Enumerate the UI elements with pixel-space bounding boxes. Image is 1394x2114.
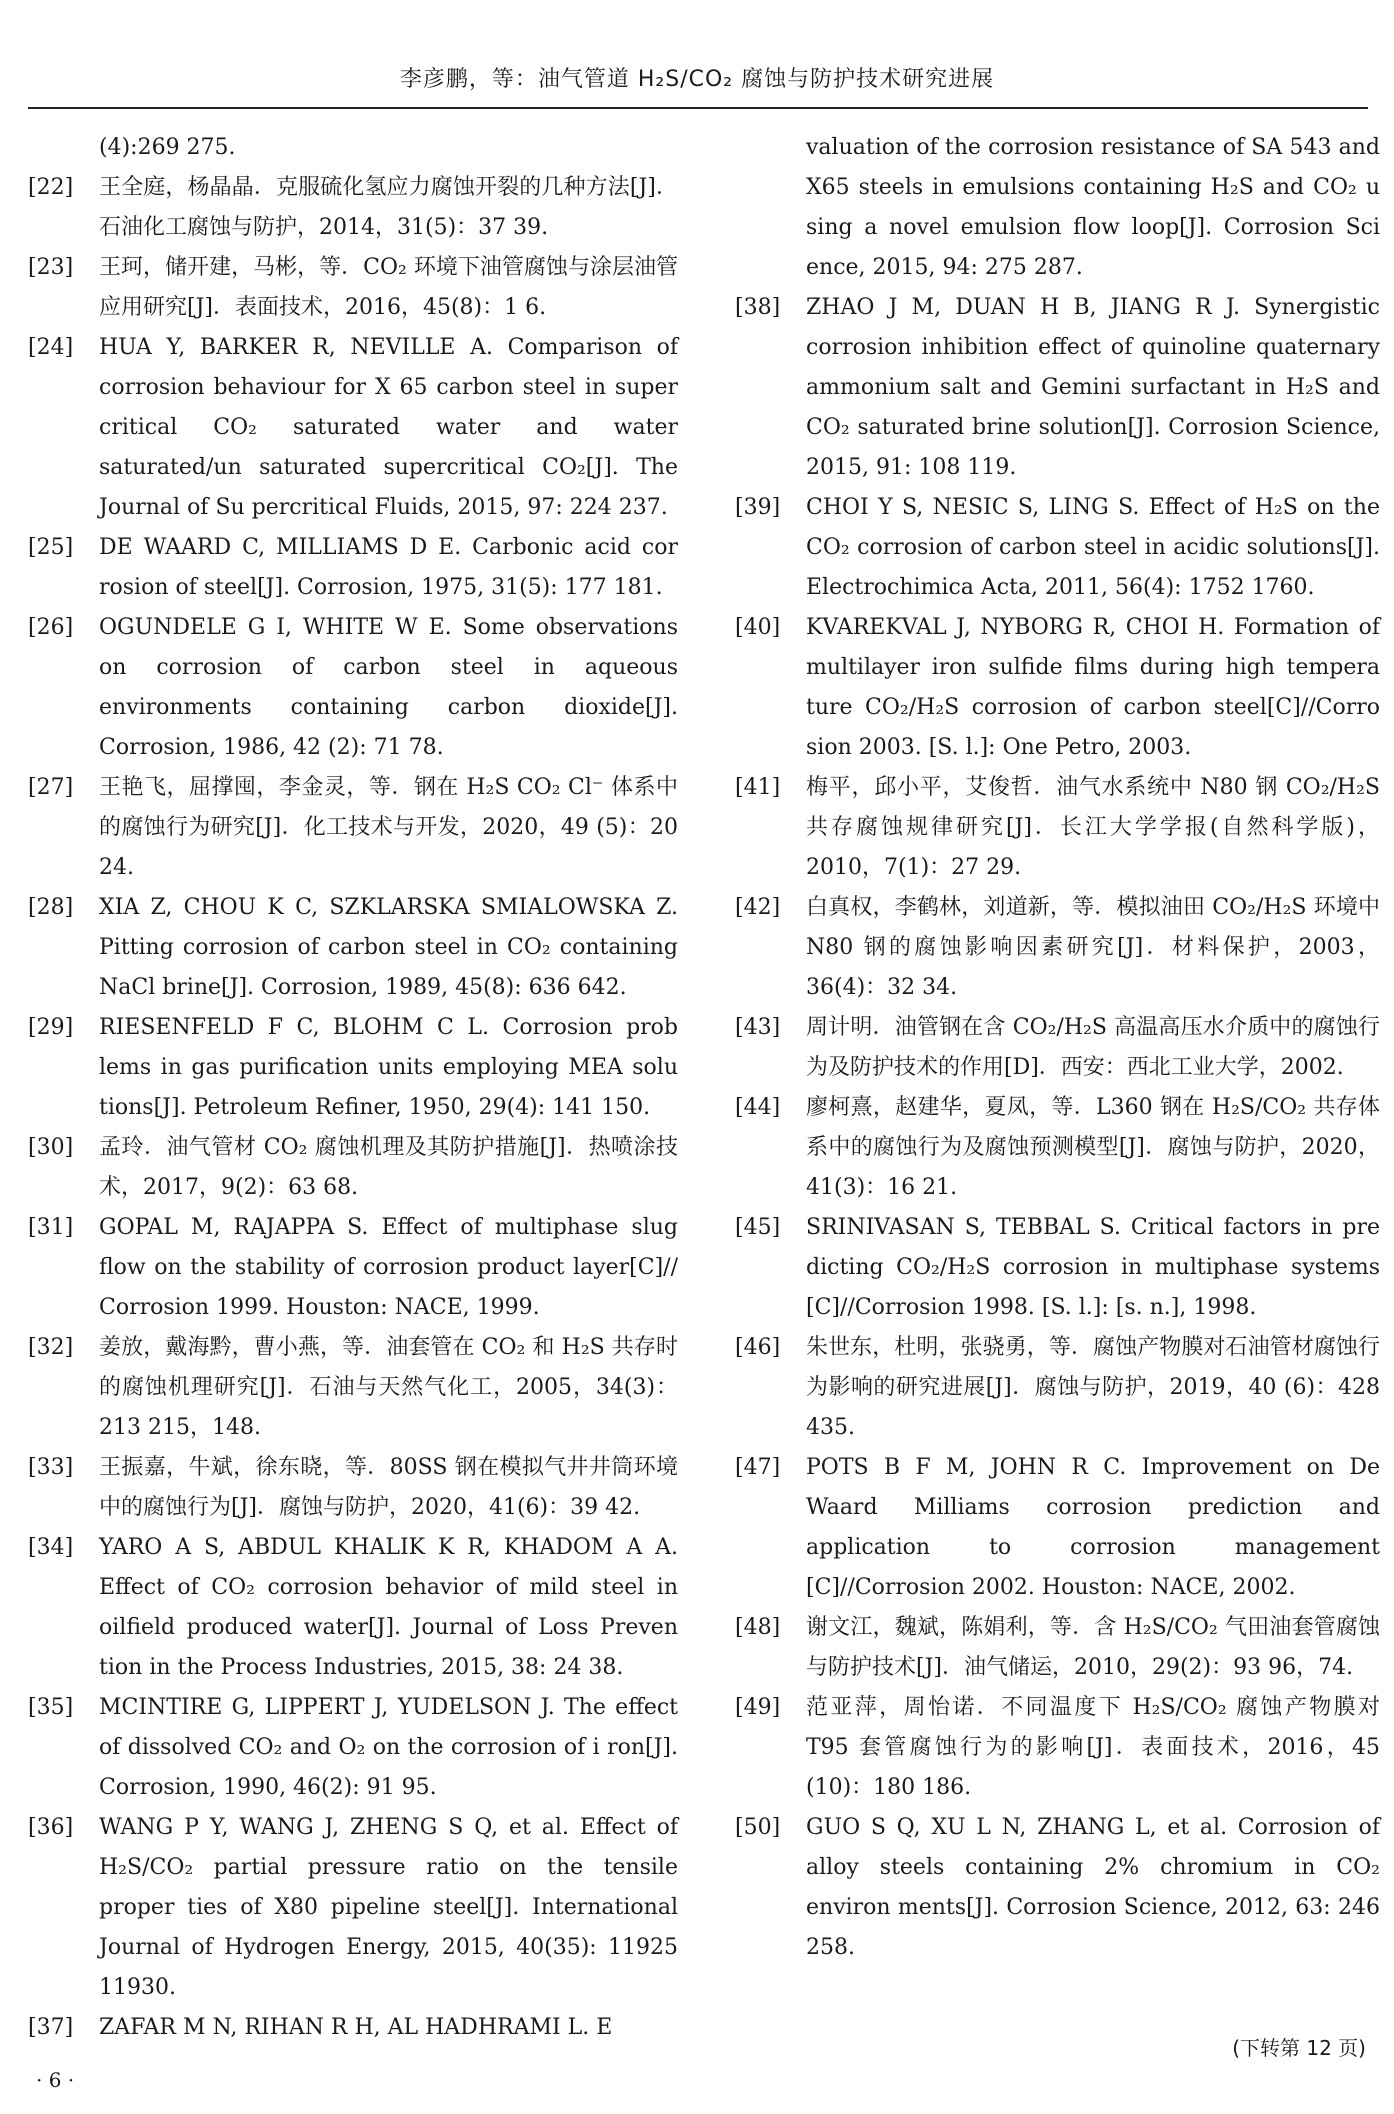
reference-number: [35]: [28, 1695, 74, 1720]
reference-text: 廖柯熹，赵建华，夏凤，等．L360 钢在 H₂S/CO₂ 共存体系中的腐蚀行为及腐蚀预测模型[J]．腐蚀与防护，2020，41(3)：16 21.: [806, 1095, 1380, 1200]
reference-entry: [735, 608, 1380, 768]
right-column: [735, 128, 1380, 1968]
reference-text: KVAREKVAL J, NYBORG R, CHOI H. Formation of multilayer iron sulfide films during high tempera ture CO₂/H₂S corrosion of carbon steel[C]//Corro sion 2003. [S. l.]: One Petro, 2003.: [806, 615, 1380, 760]
reference-entry: [735, 888, 1380, 1008]
reference-text: WANG P Y, WANG J, ZHENG S Q, et al. Effect of H₂S/CO₂ partial pressure ratio on the tensile proper ties of X80 pipeline steel[J]. International Journal of Hydrogen Energy, 2015, 40(35): 11925 11930.: [99, 1815, 678, 2000]
reference-entry: [28, 528, 678, 608]
reference-text: 王振嘉，牛斌，徐东晓，等．80SS 钢在模拟气井井筒环境中的腐蚀行为[J]．腐蚀与防护，2020，41(6)：39 42.: [99, 1455, 678, 1520]
reference-entry: [735, 1208, 1380, 1328]
reference-number: [24]: [28, 335, 74, 360]
reference-text: 孟玲．油气管材 CO₂ 腐蚀机理及其防护措施[J]．热喷涂技术，2017，9(2)：63 68.: [99, 1135, 678, 1200]
reference-entry: [28, 1208, 678, 1328]
reference-text: 王全庭，杨晶晶．克服硫化氢应力腐蚀开裂的几种方法[J]．石油化工腐蚀与防护，2014，31(5)：37 39.: [99, 175, 678, 240]
reference-text: 谢文江，魏斌，陈娟利，等．含 H₂S/CO₂ 气田油套管腐蚀与防护技术[J]．油气储运，2010，29(2)：93 96，74.: [806, 1615, 1380, 1680]
reference-number: [43]: [735, 1015, 781, 1040]
reference-entry: [28, 1328, 678, 1448]
reference-entry: [28, 1128, 678, 1208]
reference-entry: [735, 1008, 1380, 1088]
reference-text: ZAFAR M N, RIHAN R H, AL HADHRAMI L. E: [99, 2015, 613, 2040]
reference-text: 朱世东，杜明，张骁勇，等．腐蚀产物膜对石油管材腐蚀行为影响的研究进展[J]．腐蚀与防护，2019，40 (6)：428 435.: [806, 1335, 1380, 1440]
reference-entry: [28, 1808, 678, 2008]
reference-entry: [735, 1608, 1380, 1688]
reference-text: 白真权，李鹤林，刘道新，等．模拟油田 CO₂/H₂S 环境中 N80 钢的腐蚀影响因素研究[J]．材料保护，2003，36(4)：32 34.: [806, 895, 1380, 1000]
reference-entry: [735, 768, 1380, 888]
reference-text: YARO A S, ABDUL KHALIK K R, KHADOM A A. Effect of CO₂ corrosion behavior of mild steel in oilfield produced water[J]. Journal of Loss Preven tion in the Process Industries, 2015, 38: 24 38.: [99, 1535, 678, 1680]
reference-number: [46]: [735, 1335, 781, 1360]
reference-entry: [28, 1008, 678, 1128]
reference-number: [34]: [28, 1535, 74, 1560]
reference-number: [50]: [735, 1815, 781, 1840]
reference-text: 姜放，戴海黔，曹小燕，等．油套管在 CO₂ 和 H₂S 共存时的腐蚀机理研究[J]．石油与天然气化工，2005，34(3)：213 215，148.: [99, 1335, 678, 1440]
reference-entry: [735, 488, 1380, 608]
reference-text: POTS B F M, JOHN R C. Improvement on De Waard Milliams corrosion prediction and application to corrosion management [C]//Corrosion 2002. Houston: NACE, 2002.: [806, 1455, 1380, 1600]
reference-entry: [28, 1448, 678, 1528]
running-header: 李彦鹏，等：油气管道 H₂S/CO₂ 腐蚀与防护技术研究进展: [399, 67, 995, 92]
reference-number: [30]: [28, 1135, 74, 1160]
reference-text: GUO S Q, XU L N, ZHANG L, et al. Corrosion of alloy steels containing 2% chromium in CO₂ environ ments[J]. Corrosion Science, 2012, 63: 246 258.: [806, 1815, 1380, 1960]
reference-text: OGUNDELE G I, WHITE W E. Some observations on corrosion of carbon steel in aqueous environments containing carbon dioxide[J]. Corrosion, 1986, 42 (2): 71 78.: [99, 615, 678, 760]
reference-entry: [28, 608, 678, 768]
reference-entry: [28, 768, 678, 888]
reference-entry: [735, 288, 1380, 488]
reference-text: XIA Z, CHOU K C, SZKLARSKA SMIALOWSKA Z. Pitting corrosion of carbon steel in CO₂ containing NaCl brine[J]. Corrosion, 1989, 45(8): 636 642.: [99, 895, 678, 1000]
right-reference-list: [735, 288, 1380, 1968]
reference-number: [31]: [28, 1215, 74, 1240]
reference-text: HUA Y, BARKER R, NEVILLE A. Comparison of corrosion behaviour for X 65 carbon steel in super critical CO₂ saturated water and water saturated/un saturated supercritical CO₂[J]. The Journal of Su percritical Fluids, 2015, 97: 224 237.: [99, 335, 678, 520]
reference-text: ZHAO J M, DUAN H B, JIANG R J. Synergistic corrosion inhibition effect of quinoline quaternary ammonium salt and Gemini surfactant in H₂S and CO₂ saturated brine solution[J]. Corrosion Science, 2015, 91: 108 119.: [806, 295, 1380, 480]
reference-text: GOPAL M, RAJAPPA S. Effect of multiphase slug flow on the stability of corrosion product layer[C]// Corrosion 1999. Houston: NACE, 1999.: [99, 1215, 678, 1320]
reference-number: [26]: [28, 615, 74, 640]
header-rule: [28, 107, 1368, 109]
reference-text: 周计明．油管钢在含 CO₂/H₂S 高温高压水介质中的腐蚀行为及防护技术的作用[D]．西安：西北工业大学，2002.: [806, 1015, 1380, 1080]
reference-number: [48]: [735, 1615, 781, 1640]
reference-number: [38]: [735, 295, 781, 320]
reference-continuation: (4):269 275.: [99, 135, 236, 160]
reference-text: CHOI Y S, NESIC S, LING S. Effect of H₂S on the CO₂ corrosion of carbon steel in acidic solutions[J]. Electrochimica Acta, 2011, 56(4): 1752 1760.: [806, 495, 1380, 600]
reference-entry: [735, 1328, 1380, 1448]
reference-number: [45]: [735, 1215, 781, 1240]
reference-text: DE WAARD C, MILLIAMS D E. Carbonic acid cor rosion of steel[J]. Corrosion, 1975, 31(5): 177 181.: [99, 535, 678, 600]
reference-number: [28]: [28, 895, 74, 920]
reference-entry: [735, 1448, 1380, 1608]
reference-number: [29]: [28, 1015, 74, 1040]
reference-entry: [28, 888, 678, 1008]
reference-number: [44]: [735, 1095, 781, 1120]
left-reference-list: [28, 168, 678, 2048]
reference-number: [41]: [735, 775, 781, 800]
reference-continuation: valuation of the corrosion resistance of SA 543 and X65 steels in emulsions containing H₂S and CO₂ u sing a novel emulsion flow loop[J]. Corrosion Sci ence, 2015, 94: 275 287.: [806, 135, 1380, 280]
reference-entry: [735, 1808, 1380, 1968]
reference-number: [47]: [735, 1455, 781, 1480]
reference-entry: [28, 168, 678, 248]
reference-entry: [28, 328, 678, 528]
reference-number: [32]: [28, 1335, 74, 1360]
reference-text: 王珂，储开建，马彬，等．CO₂ 环境下油管腐蚀与涂层油管应用研究[J]．表面技术，2016，45(8)：1 6.: [99, 255, 678, 320]
reference-entry: [28, 1688, 678, 1808]
reference-number: [33]: [28, 1455, 74, 1480]
reference-entry: [735, 1088, 1380, 1208]
page-number: · 6 ·: [36, 2068, 75, 2092]
reference-text: RIESENFELD F C, BLOHM C L. Corrosion prob lems in gas purification units employing MEA solu tions[J]. Petroleum Refiner, 1950, 29(4): 141 150.: [99, 1015, 678, 1120]
reference-number: [39]: [735, 495, 781, 520]
reference-number: [22]: [28, 175, 74, 200]
continued-note: (下转第 12 页): [1232, 2036, 1366, 2060]
reference-entry: [28, 1528, 678, 1688]
reference-number: [37]: [28, 2015, 74, 2040]
reference-entry: [735, 1688, 1380, 1808]
reference-text: 梅平，邱小平，艾俊哲．油气水系统中 N80 钢 CO₂/H₂S 共存腐蚀规律研究[J]．长江大学学报(自然科学版)，2010，7(1)：27 29.: [806, 775, 1380, 880]
reference-number: [49]: [735, 1695, 781, 1720]
reference-text: SRINIVASAN S, TEBBAL S. Critical factors in pre dicting CO₂/H₂S corrosion in multiphase systems [C]//Corrosion 1998. [S. l.]: [s. n.], 1998.: [806, 1215, 1380, 1320]
left-column: [28, 128, 678, 2048]
reference-number: [40]: [735, 615, 781, 640]
reference-entry: [28, 248, 678, 328]
reference-number: [42]: [735, 895, 781, 920]
reference-text: 王艳飞，屈撑囤，李金灵，等．钢在 H₂S CO₂ Cl⁻ 体系中的腐蚀行为研究[J]．化工技术与开发，2020，49 (5)：20 24.: [99, 775, 678, 880]
reference-text: 范亚萍，周怡诺．不同温度下 H₂S/CO₂ 腐蚀产物膜对 T95 套管腐蚀行为的影响[J]．表面技术，2016，45 (10)：180 186.: [806, 1695, 1380, 1800]
reference-entry: [28, 2008, 678, 2048]
reference-number: [36]: [28, 1815, 74, 1840]
reference-text: MCINTIRE G, LIPPERT J, YUDELSON J. The effect of dissolved CO₂ and O₂ on the corrosion of i ron[J]. Corrosion, 1990, 46(2): 91 95.: [99, 1695, 678, 1800]
reference-number: [27]: [28, 775, 74, 800]
reference-number: [23]: [28, 255, 74, 280]
reference-number: [25]: [28, 535, 74, 560]
